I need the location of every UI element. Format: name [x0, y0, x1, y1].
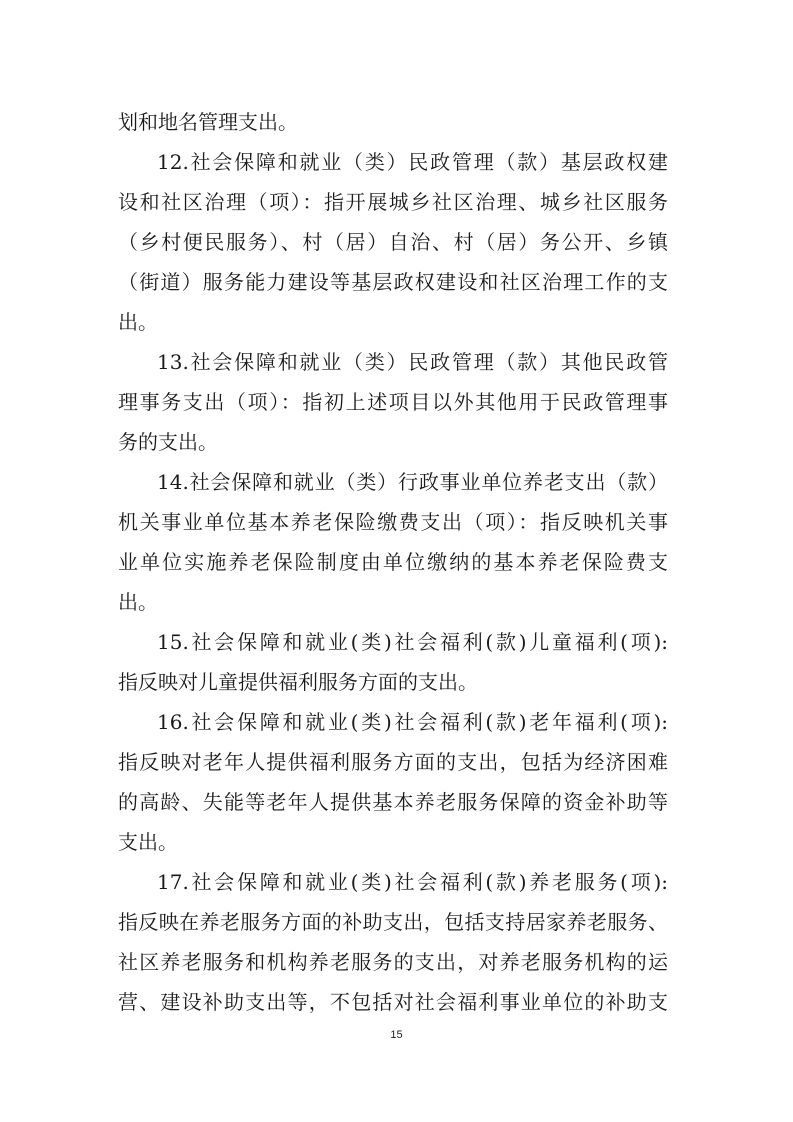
text-line: 13.社会保障和就业（类）民政管理（款）其他民政管: [157, 350, 668, 374]
text-line: 14.社会保障和就业（类）行政事业单位养老支出（款）: [157, 470, 668, 494]
text-line: 指反映对老年人提供福利服务方面的支出，包括为经济困难: [118, 750, 668, 774]
text-line: 出。: [118, 310, 158, 334]
text-line: （乡村便民服务）、村（居）自治、村（居）务公开、乡镇: [118, 230, 668, 254]
text-line: 务的支出。: [118, 430, 218, 454]
text-line: 17.社会保障和就业(类)社会福利(款)养老服务(项):: [157, 870, 668, 894]
text-line: 指反映在养老服务方面的补助支出，包括支持居家养老服务、: [118, 910, 668, 934]
text-line: 营、建设补助支出等，不包括对社会福利事业单位的补助支: [118, 990, 668, 1014]
text-line: 划和地名管理支出。: [118, 110, 298, 134]
text-line: 16.社会保障和就业(类)社会福利(款)老年福利(项):: [157, 710, 668, 734]
text-line: 业单位实施养老保险制度由单位缴纳的基本养老保险费支: [118, 550, 668, 574]
text-line: 的高龄、失能等老年人提供基本养老服务保障的资金补助等: [118, 790, 668, 814]
text-line: 指反映对儿童提供福利服务方面的支出。: [118, 670, 478, 694]
text-line: 支出。: [118, 830, 178, 854]
text-line: 出。: [118, 590, 158, 614]
text-line: 12.社会保障和就业（类）民政管理（款）基层政权建: [157, 150, 668, 174]
text-line: 社区养老服务和机构养老服务的支出，对养老服务机构的运: [118, 950, 668, 974]
page-number: 15: [390, 1029, 403, 1041]
text-line: 15.社会保障和就业(类)社会福利(款)儿童福利(项):: [157, 630, 668, 654]
text-line: 理事务支出（项）：指初上述项目以外其他用于民政管理事: [118, 390, 668, 414]
text-line: 设和社区治理（项）：指开展城乡社区治理、城乡社区服务: [118, 190, 668, 214]
text-line: 机关事业单位基本养老保险缴费支出（项）：指反映机关事: [118, 510, 668, 534]
text-line: （街道）服务能力建设等基层政权建设和社区治理工作的支: [118, 270, 668, 294]
